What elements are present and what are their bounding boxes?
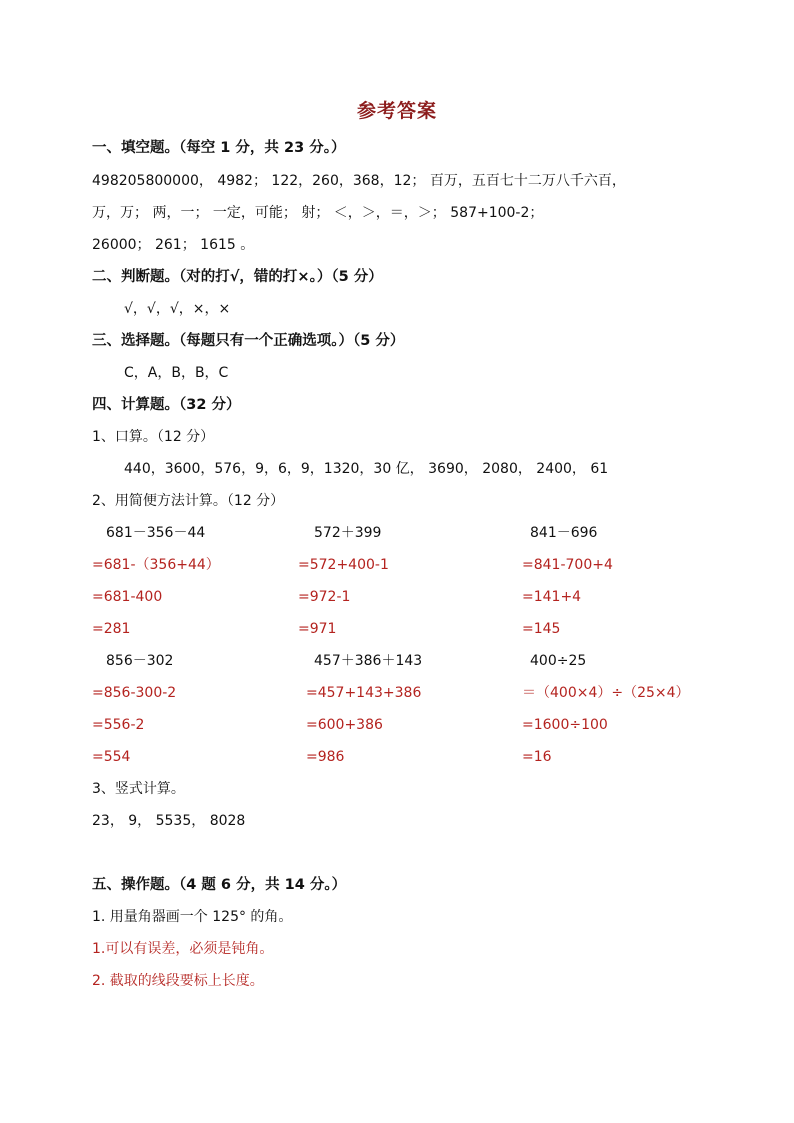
calc-step: ＝（400×4）÷（25×4） xyxy=(522,685,690,701)
vertical-calc-answers: 23， 9， 5535， 8028 xyxy=(92,813,246,829)
calc-step: =141+4 xyxy=(522,589,582,605)
calc-step: =681-400 xyxy=(92,589,163,605)
operation-note-2: 2. 截取的线段要标上长度。 xyxy=(92,973,264,989)
section1-answer-line-2: 万，万； 两，一； 一定，可能； 射； ＜，＞，＝，＞； 587+100-2； xyxy=(92,205,544,221)
calc-result: =971 xyxy=(298,621,337,637)
calc-result: =16 xyxy=(522,749,552,765)
vertical-calc-label: 3、竖式计算。 xyxy=(92,781,185,797)
simplified-calc-label: 2、用简便方法计算。（12 分） xyxy=(92,493,285,509)
page-title: 参考答案 xyxy=(356,100,437,122)
calc-result: =281 xyxy=(92,621,131,637)
calc-result: =145 xyxy=(522,621,561,637)
section2-heading: 二、判断题。（对的打√，错的打×。）（5 分） xyxy=(92,269,383,285)
operation-note-1: 1.可以有误差，必须是钝角。 xyxy=(92,941,274,957)
section1-heading: 一、填空题。（每空 1 分，共 23 分。） xyxy=(92,140,346,156)
calc-problem: 400÷25 xyxy=(530,653,587,669)
calc-result: =554 xyxy=(92,749,131,765)
section1-answer-line-1: 498205800000， 4982； 122，260，368，12； 百万，五百七十二万八千六百， xyxy=(92,173,626,189)
calc-problem: 856－302 xyxy=(106,653,174,669)
calc-problem: 572＋399 xyxy=(314,525,382,541)
calc-problem: 681－356－44 xyxy=(106,525,206,541)
section4-heading: 四、计算题。（32 分） xyxy=(92,397,241,413)
calc-step: =1600÷100 xyxy=(522,717,608,733)
oral-calc-answers: 440，3600，576，9，6，9，1320，30 亿， 3690， 2080， 2400， 61 xyxy=(124,461,609,477)
operation-item-1: 1. 用量角器画一个 125° 的角。 xyxy=(92,909,293,925)
calc-result: =986 xyxy=(306,749,345,765)
calc-step: =972-1 xyxy=(298,589,351,605)
section2-answers: √，√，√，×，× xyxy=(124,301,231,317)
calc-step: =841-700+4 xyxy=(522,557,613,573)
calc-problem: 457＋386＋143 xyxy=(314,653,423,669)
calc-step: =600+386 xyxy=(306,717,383,733)
calc-step: =457+143+386 xyxy=(306,685,422,701)
section1-answer-line-3: 26000； 261； 1615 。 xyxy=(92,237,255,253)
section3-heading: 三、选择题。（每题只有一个正确选项。）（5 分） xyxy=(92,333,405,349)
section5-heading: 五、操作题。（4 题 6 分，共 14 分。） xyxy=(92,877,347,893)
calc-step: =556-2 xyxy=(92,717,145,733)
calc-step: =856-300-2 xyxy=(92,685,177,701)
oral-calc-label: 1、口算。（12 分） xyxy=(92,429,215,445)
section3-answers: C，A，B，B，C xyxy=(124,365,229,381)
calc-problem: 841－696 xyxy=(530,525,598,541)
calc-step: =681-（356+44） xyxy=(92,557,220,573)
calc-step: =572+400-1 xyxy=(298,557,389,573)
